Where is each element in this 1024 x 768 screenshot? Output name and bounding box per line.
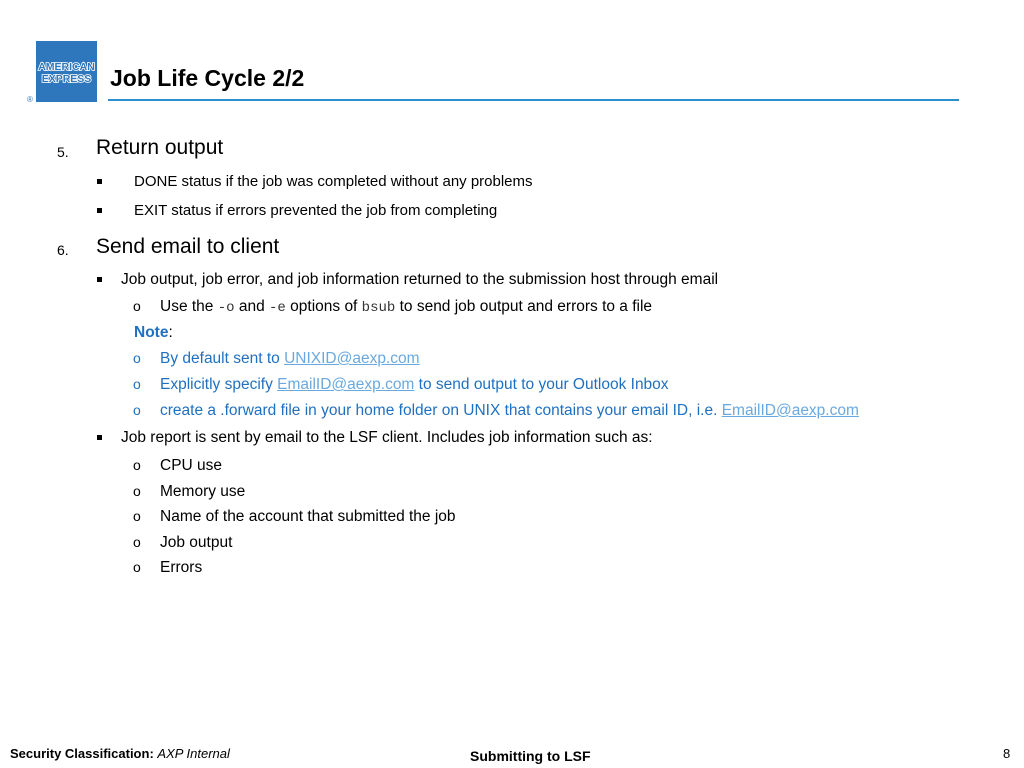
- bullet-circle: o: [133, 402, 141, 418]
- footer-center-title: Submitting to LSF: [470, 748, 591, 764]
- page-number: 8: [1003, 746, 1011, 761]
- report-item: CPU use: [160, 457, 223, 474]
- step-6-bullet-output: Job output, job error, and job information returned to the submission host through email: [121, 271, 719, 288]
- bullet-square: [97, 179, 102, 184]
- note-label: Note: [134, 324, 169, 341]
- amex-logo-graphic: [36, 41, 97, 102]
- note-explicit: [160, 376, 669, 394]
- bullet-circle: o: [133, 508, 141, 524]
- security-classification: [10, 746, 230, 761]
- bullet-circle: o: [133, 298, 141, 314]
- logo-line2: EXPRESS: [41, 73, 92, 85]
- step-6-number: 6.: [57, 242, 69, 258]
- emailid-link-1[interactable]: EmailID@aexp.com: [277, 376, 415, 393]
- note-forward-text: create a .forward file in your home folder on UNIX that contains your email ID, i.e.: [160, 402, 722, 419]
- report-item: Name of the account that submitted the job: [160, 508, 456, 525]
- page-title: Job Life Cycle 2/2: [110, 65, 305, 91]
- classification-value: AXP Internal: [157, 746, 230, 761]
- title-divider: [108, 99, 959, 101]
- classification-label: Security Classification:: [10, 746, 154, 761]
- report-item: Errors: [160, 559, 203, 576]
- use-options-text-b: and: [234, 298, 270, 315]
- step-6-bullet-report: Job report is sent by email to the LSF client. Includes job information such as:: [121, 429, 653, 446]
- note-explicit-after: to send output to your Outlook Inbox: [414, 376, 669, 393]
- option-e-code: -e: [269, 300, 286, 316]
- bullet-circle: o: [133, 376, 141, 392]
- bullet-circle: o: [133, 483, 141, 499]
- bullet-square: [97, 208, 102, 213]
- bullet-square: [97, 277, 102, 282]
- emailid-link-2[interactable]: EmailID@aexp.com: [721, 402, 859, 419]
- report-item: Memory use: [160, 483, 246, 500]
- step-5-heading: Return output: [96, 136, 224, 159]
- use-options-text-a: Use the: [160, 298, 218, 315]
- use-options-text-d: to send job output and errors to a file: [395, 298, 653, 315]
- bullet-square: [97, 435, 102, 440]
- registered-mark: ®: [27, 95, 33, 104]
- report-item: Job output: [160, 534, 233, 551]
- step-5-bullet-exit: EXIT status if errors prevented the job from completing: [134, 202, 498, 219]
- logo-line1: AMERICAN: [38, 61, 95, 73]
- amex-logo: [36, 41, 97, 102]
- note-heading: [134, 324, 173, 342]
- bullet-circle: o: [133, 350, 141, 366]
- bsub-code: bsub: [361, 300, 396, 316]
- note-default: [160, 350, 420, 368]
- bullet-circle: o: [133, 559, 141, 575]
- use-options-text-c: options of: [285, 298, 362, 315]
- step-6-heading: Send email to client: [96, 235, 280, 258]
- unixid-email-link[interactable]: UNIXID@aexp.com: [284, 350, 420, 367]
- step-5-number: 5.: [57, 144, 69, 160]
- use-options-line: [160, 298, 652, 316]
- option-o-code: -o: [217, 300, 235, 316]
- note-forward: [160, 402, 859, 420]
- bullet-circle: o: [133, 457, 141, 473]
- note-default-text: By default sent to: [160, 350, 285, 367]
- note-explicit-text: Explicitly specify: [160, 376, 278, 393]
- note-colon: :: [168, 324, 173, 341]
- step-5-bullet-done: DONE status if the job was completed without any problems: [134, 173, 533, 190]
- bullet-circle: o: [133, 534, 141, 550]
